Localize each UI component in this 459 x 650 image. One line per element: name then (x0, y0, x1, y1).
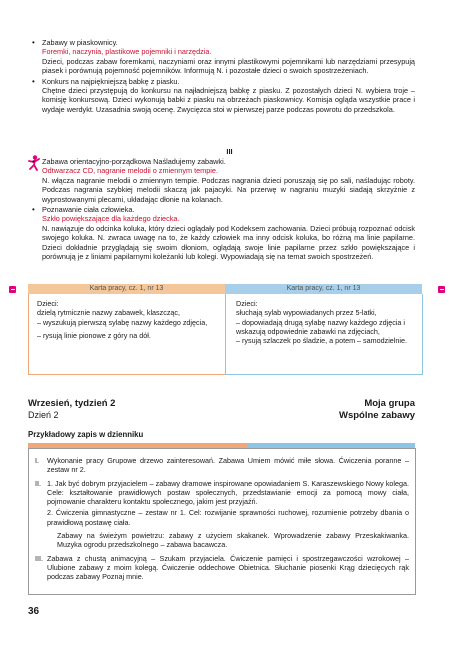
bullet-title: Zabawy w piaskownicy. (42, 38, 118, 47)
karta-left-item: dzielą rytmicznie nazwy zabawek, klaszcząc, (37, 308, 181, 318)
entry-text: Zabawy na świeżym powietrzu: zabawy z użyciem skakanek. Wprowadzenie zabawy Przeskakiwanka. Muzyka ogrodu przedszkolnego – zabawa bacawcza. (57, 531, 409, 550)
entry-number: I. (35, 456, 39, 465)
materials-line: Foremki, naczynia, plastikowe pojemniki i narzędzia. (42, 47, 212, 57)
bullet-text: N. nawiązuje do odcinka koluka, który dzieci oglądały pod Kodeksem zachowania. Dzieci próbują rozpoznać odcisk swojego koluka. N. zwraca uwagę na to, że każdy człowiek ma inny odcisk koluka, bo różną ma linie papilarne. Dzieci dokładnie przyglądają się swoim dłoniom, oglądają swoje linie papilarne przez szkło powiększające i porównują je z liniami papilarnymi koleżanki lub kolegi. Wypowiadają się na temat swoich spostrzeżeń. (42, 223, 415, 262)
week-title: Wrzesień, tydzień 2 (28, 398, 116, 409)
materials-line: Szkło powiększające dla każdego dziecka. (42, 214, 180, 224)
bullet-title: Konkurs na najpiękniejszą babkę z piasku. (42, 76, 180, 86)
bullet-text: Dzieci, podczas zabaw foremkami, naczyniami oraz innymi plastikowymi pojemnikami lub narzędziami przesypują piasek i porównują pojemność pojemników. Informują N. i pozostałe dzieci o swoich spostrzeżeniach. (42, 56, 415, 76)
bullet-text: Chętne dzieci przystępują do konkursu na najładniejszą babkę z piasku. Z pozostałych dzieci N. wybiera troje – komisję konkursową. Dzieci wykonują babki z piasku na obrzeżach piaskownicy. Komisja ogląda wszystkie prace i wydaje werdykt. Uzasadnia swoją ocenę. Zwycięzca stoi w pierwszej parze podczas powrotu do przedszkola. (42, 86, 415, 114)
bullet-title: Poznawanie ciała człowieka. (42, 205, 135, 215)
topic-title: Moja grupa (364, 398, 415, 409)
bullet-dot: • (32, 38, 35, 47)
karta-left-item: – wyszukują pierwszą sylabę nazwy każdego zdjęcia, (37, 317, 208, 327)
page-number: 36 (28, 606, 40, 617)
entry-number: II. (35, 478, 41, 488)
bullet-dot: • (32, 76, 35, 86)
karta-left-cell (28, 294, 225, 375)
karta-left-item: – rysują linie pionowe z góry na dół. (37, 330, 151, 340)
karta-right-item: – rysują szlaczek po śladzie, a potem – samodzielnie. (236, 336, 407, 346)
right-margin-marker (438, 286, 445, 293)
entry-text: 2. Ćwiczenia gimnastyczne – zestaw nr 1. Cel: rozwijanie sprawności ruchowej, rozumienie potrzeby dbania o prawidłową postawę ciała. (47, 508, 409, 527)
bullet-dot: • (32, 205, 35, 215)
left-margin-marker (9, 286, 16, 293)
section3 (28, 157, 415, 261)
top-section (28, 38, 415, 114)
bullet-dot: • (32, 157, 35, 166)
section-roman-numeral: III (226, 147, 233, 156)
bullet-text: N. włącza nagranie melodii o zmiennym tempie. Podczas nagrania dzieci poruszają się po sali, naśladując roboty. Podczas nagrania szybkiej melodii skaczą jak pajacyki. Na przerwę w nagraniu muzyki siadają skrzyżnie z wyprostowanymi plecami, układając dłonie na kolanach. (42, 175, 415, 204)
karta-left-header: Karta pracy, cz. 1, nr 13 (28, 284, 225, 294)
karta-right-item: słuchają sylab wypowiadanych przez 5-latki, (236, 308, 377, 318)
karta-right-label: Dzieci: (236, 299, 258, 308)
day-title: Dzień 2 (28, 410, 59, 420)
dziennik-heading: Przykładowy zapis w dzienniku (28, 430, 144, 439)
karta-pracy-table (28, 284, 422, 374)
materials-line: Odtwarzacz CD, nagranie melodii o zmiennym tempie. (42, 166, 219, 176)
dziennik-box (28, 448, 416, 595)
karta-left-label: Dzieci: (37, 299, 59, 308)
entry-number: III. (35, 553, 43, 563)
karta-right-item: – dopowiadają drugą sylabę nazwy każdego zdjęcia i wskazują odpowiednie zabawki na zdjęciach, (236, 317, 406, 336)
topic-subtitle: Wspólne zabawy (338, 410, 415, 421)
entry-text: Wykonanie pracy Grupowe drzewo zainteresowań. Zabawa Umiem mówić miłe słowa. Ćwiczenia poranne – zestaw nr 2. (47, 456, 409, 475)
entry-text: 1. Jak być dobrym przyjacielem – zabawy dramowe inspirowane opowiadaniem S. Karaszewskiego Nowy kolega. Cele: kształtowanie prawidłowych postaw społecznych, przedstawianie emocji za pomocą mowy ciała, pojmowanie charakteru kontaktu społecznego, jakim jest przyjaźń. (47, 478, 409, 507)
karta-right-cell (225, 294, 423, 375)
bullet-title: Zabawa orientacyjno-porządkowa Naśladujemy zabawki. (42, 157, 226, 166)
entry-text: Zabawa z chustą animacyjną – Szukam przyjaciela. Ćwiczenie pamięci i spostrzegawczości wzrokowej – Ulubione zabawy z moim kolegą. Ćwiczenie oddechowe Obietnica. Słuchanie piosenki Krąg dziecięcych rąk podczas zabawy Poznaj mnie. (47, 553, 409, 582)
karta-right-header: Karta pracy, cz. 1, nr 13 (225, 284, 422, 294)
